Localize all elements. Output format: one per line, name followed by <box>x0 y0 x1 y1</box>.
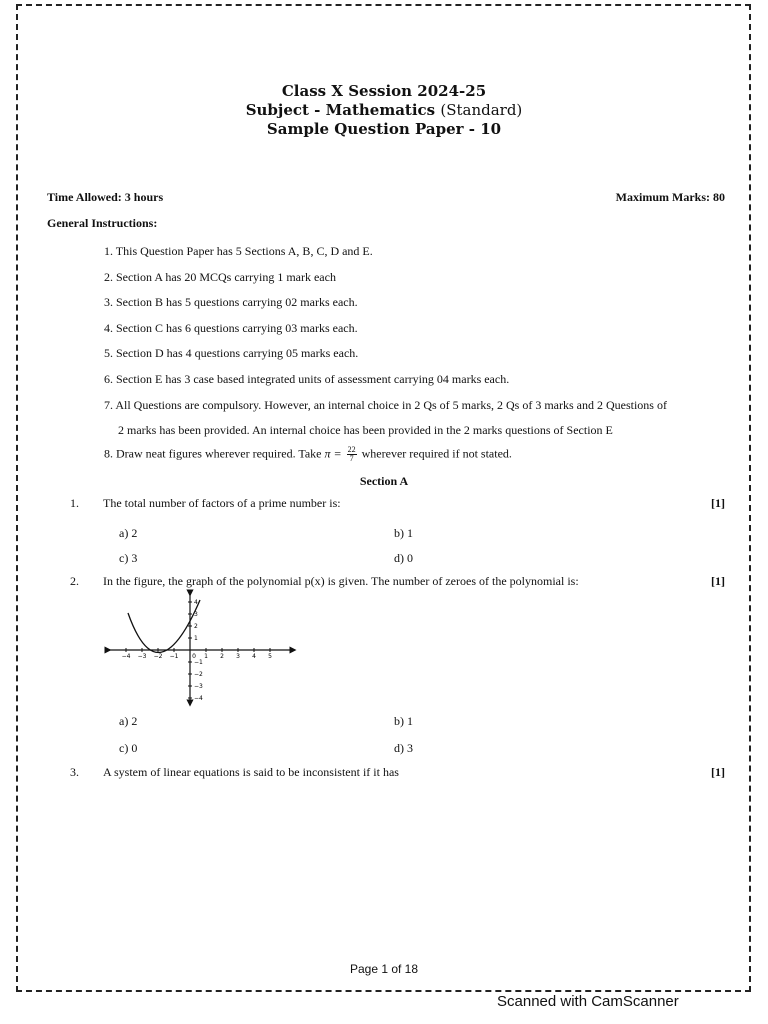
x-tick-label: 3 <box>236 653 240 660</box>
option-c: c) 0 <box>119 741 138 755</box>
polynomial-graph <box>103 588 303 708</box>
instruction-item-continued: 2 marks has been provided. An internal choice has been provided in the 2 marks questions of Section E <box>118 423 613 437</box>
title-paper: Sample Question Paper - 10 <box>266 120 502 138</box>
option-d: d) 3 <box>394 741 413 755</box>
maximum-marks: Maximum Marks: 80 <box>615 190 725 204</box>
question-marks: [1] <box>711 765 725 779</box>
y-tick-label: −1 <box>194 659 203 666</box>
fraction-numerator: 22 <box>347 445 356 454</box>
x-tick-label: −3 <box>137 653 147 660</box>
fraction-denominator: 7 <box>349 454 354 463</box>
option-d: d) 0 <box>394 551 413 565</box>
instruction-8-tail: wherever required if not stated. <box>361 446 512 461</box>
option-a: a) 2 <box>119 714 138 728</box>
question-number: 3. <box>70 765 79 779</box>
pi-symbol: π = <box>324 446 342 461</box>
question-marks: [1] <box>711 496 725 510</box>
question-text: The total number of factors of a prime number is: <box>103 496 341 510</box>
subject-variant: (Standard) <box>440 101 523 119</box>
question-number: 2. <box>70 574 79 588</box>
option-c: c) 3 <box>119 551 138 565</box>
instruction-item: 6. Section E has 3 case based integrated units of assessment carrying 04 marks each. <box>104 372 510 386</box>
instruction-item: 3. Section B has 5 questions carrying 02 marks each. <box>104 295 358 309</box>
pi-fraction <box>347 446 357 463</box>
section-a-heading: Section A <box>359 474 409 488</box>
y-tick-label: 1 <box>194 635 198 642</box>
instruction-item: 7. All Questions are compulsory. However, an internal choice in 2 Qs of 5 marks, 2 Qs of 3 marks and 2 Questions of <box>104 398 667 412</box>
camscanner-watermark: Scanned with CamScanner <box>497 993 679 1010</box>
option-b: b) 1 <box>394 526 413 540</box>
y-tick-label: 4 <box>194 599 198 606</box>
instruction-item: 5. Section D has 4 questions carrying 05 marks each. <box>104 346 359 360</box>
x-tick-label: 2 <box>220 653 224 660</box>
title-class-session: Class X Session 2024-25 <box>281 82 487 100</box>
option-a: a) 2 <box>119 526 138 540</box>
instruction-item: 4. Section C has 6 questions carrying 03 marks each. <box>104 321 358 335</box>
time-allowed: Time Allowed: 3 hours <box>47 190 164 204</box>
y-tick-label: −4 <box>194 695 203 702</box>
question-text: A system of linear equations is said to be inconsistent if it has <box>103 765 399 779</box>
instruction-8-text: 8. Draw neat figures wherever required. Take <box>104 446 322 461</box>
x-tick-label: 4 <box>252 653 256 660</box>
question-marks: [1] <box>711 574 725 588</box>
x-tick-label: −2 <box>153 653 163 660</box>
x-tick-label: −1 <box>169 653 179 660</box>
instruction-item: 1. This Question Paper has 5 Sections A, B, C, D and E. <box>104 244 373 258</box>
page-number: Page 1 of 18 <box>349 962 419 976</box>
y-tick-label: −2 <box>194 671 203 678</box>
y-tick-label: 2 <box>194 623 198 630</box>
subject-label: Subject - Mathematics <box>245 101 436 119</box>
instruction-item: 2. Section A has 20 MCQs carrying 1 mark each <box>104 270 336 284</box>
option-b: b) 1 <box>394 714 413 728</box>
question-text: In the figure, the graph of the polynomial p(x) is given. The number of zeroes of the polynomial is: <box>103 574 579 588</box>
y-tick-label: 3 <box>194 611 198 618</box>
x-tick-label: 0 <box>192 653 196 660</box>
x-tick-label: 5 <box>268 653 272 660</box>
x-tick-label: −4 <box>121 653 131 660</box>
x-tick-label: 1 <box>204 653 208 660</box>
general-instructions-heading: General Instructions: <box>47 216 158 230</box>
title-subject <box>0 101 768 119</box>
question-number: 1. <box>70 496 79 510</box>
y-tick-label: −3 <box>194 683 203 690</box>
instruction-item-pi <box>104 446 512 463</box>
